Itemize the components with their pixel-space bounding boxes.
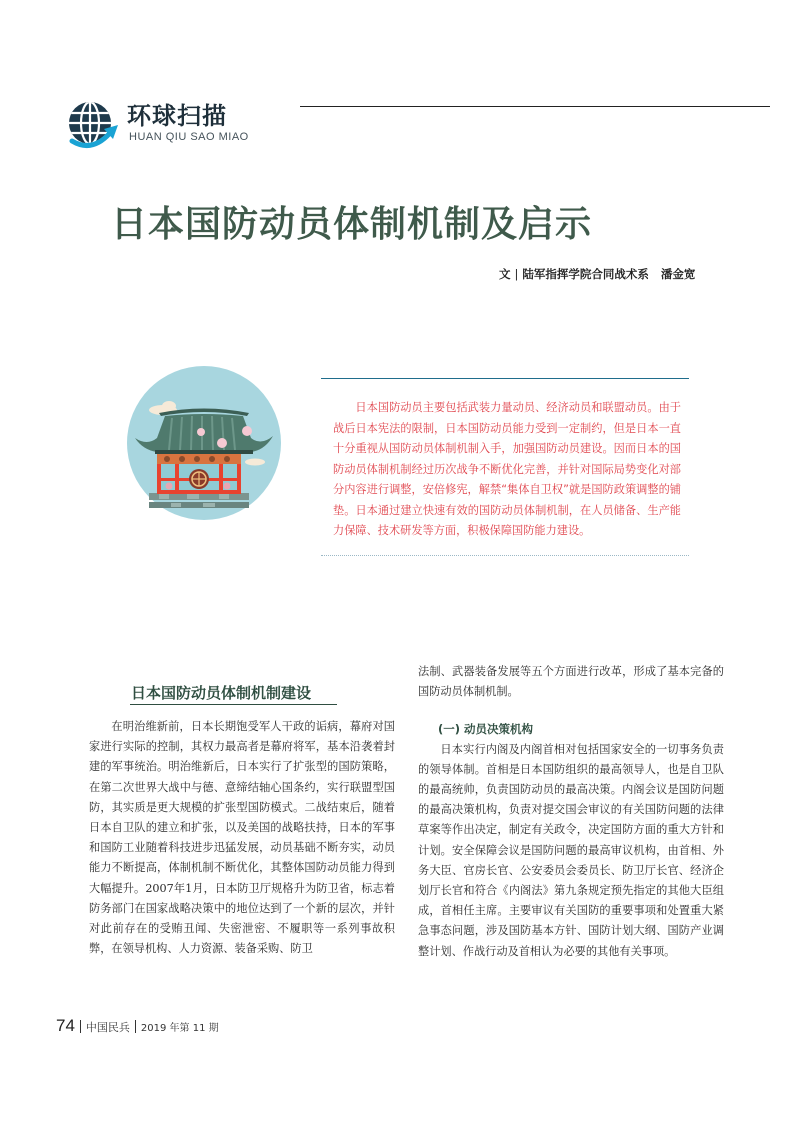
body-paragraph-continued: 法制、武器装备发展等五个方面进行改革，形成了基本完备的国防动员体制机制。 bbox=[418, 665, 724, 699]
byline-author: 潘金宽 bbox=[660, 267, 696, 281]
byline bbox=[499, 266, 695, 282]
subsection-heading: (一) 动员决策机构 bbox=[438, 722, 534, 737]
abstract-top-rule bbox=[321, 378, 689, 379]
section-heading: 日本国防动员体制机制建设 bbox=[131, 684, 312, 702]
section-heading-underline bbox=[130, 704, 337, 705]
article-title: 日本国防动员体制机制及启示 bbox=[111, 204, 593, 245]
issue-number: 2019 年第 11 期 bbox=[140, 1023, 219, 1034]
body-column-left bbox=[89, 717, 395, 959]
temple-gate-illustration bbox=[127, 366, 281, 520]
magazine-name: 中国民兵 bbox=[85, 1021, 130, 1034]
abstract-bottom-rule bbox=[321, 555, 689, 556]
body-paragraph: 日本实行内阁及内阁首相对包括国家安全的一切事务负责的领导体制。首相是日本国防组织的最高领导人，也是自卫队的最高统帅，负责国防动员的最高决策。内阁会议是国防问题的最高决策机构，负责对提交国会审议的有关国防问题的法律草案等作出决定，制定有关政令，决定国防方面的重大方针和计划。安全保障会议是国防问题的最高审议机构，由首相、外务大臣、官房长官、公安委员会委员长、防卫厅长官、经济企划厅长官和符合《内阁法》第九条规定预先指定的其他大臣组成，首相任主席。主要审议有关国防的重要事项和处置重大紧急事态问题，涉及国防基本方针、国防计划大纲、国防产业调整计划、作战行动及首相认为必要的其他有关事项。 bbox=[418, 742, 724, 958]
abstract bbox=[333, 398, 681, 542]
page-footer bbox=[56, 1016, 219, 1036]
footer-separator bbox=[80, 1020, 81, 1033]
globe-arrow-icon bbox=[66, 99, 122, 155]
body-paragraph: 在明治维新前，日本长期饱受军人干政的诟病，幕府对国家进行实际的控制，其权力最高者是幕府将军，基本沿袭着封建的军事统治。明治维新后，日本实行了扩张型的国防策略，在第二次世界大战中与德、意缔结轴心国条约，实行联盟型国防，其实质是更大规模的扩张型国防模式。二战结束后，随着日本自卫队的建立和扩张，以及美国的战略扶持，日本的军事和国防工业随着科技进步迅猛发展，动员基础不断夯实，动员能力不断提高，体制机制不断优化，其整体国防动员能力得到大幅提升。2007年1月，日本防卫厅规格升为防卫省，标志着防务部门在国家战略决策中的地位达到了一个新的层次，并针对此前存在的受贿丑闻、失密泄密、不履职等一系列事故积弊，在领导机构、人力资源、装备采购、防卫 bbox=[89, 720, 395, 956]
header-divider bbox=[300, 106, 770, 107]
byline-prefix: 文 bbox=[499, 267, 511, 281]
section-brand-title: 环球扫描 bbox=[127, 102, 227, 130]
byline-affiliation: 陆军指挥学院合同战术系 bbox=[522, 267, 649, 281]
body-column-right bbox=[418, 662, 724, 962]
abstract-text: 日本国防动员主要包括武装力量动员、经济动员和联盟动员。由于战后日本宪法的限制，日本国防动员能力受到一定制约，但是日本一直十分重视从国防动员体制机制入手，加强国防动员建设。因而日本的国防动员体制机制经过历次战争不断优化完善，并针对国际局势变化对部分内容进行调整，安倍修宪，解禁“集体自卫权”就是国防政策调整的铺垫。日本通过建立快速有效的国防动员体制机制，在人员储备、生产能力保障、技术研发等方面，积极保障国防能力建设。 bbox=[333, 401, 681, 537]
byline-separator: | bbox=[514, 267, 519, 281]
page-number: 74 bbox=[56, 1016, 75, 1035]
footer-separator bbox=[135, 1020, 136, 1033]
section-brand-pinyin: HUAN QIU SAO MIAO bbox=[129, 131, 249, 143]
